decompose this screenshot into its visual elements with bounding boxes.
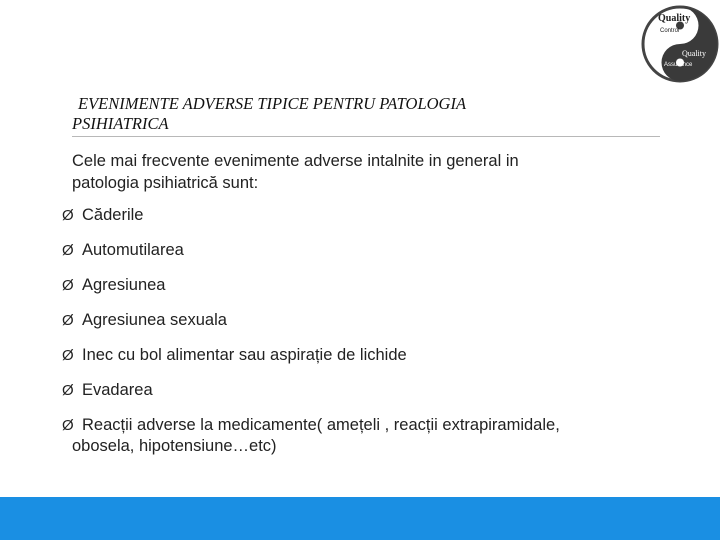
intro-line1: Cele mai frecvente evenimente adverse intalnite in general in	[72, 152, 519, 170]
list-item	[62, 240, 682, 261]
list-item-text: Automutilarea	[82, 241, 184, 259]
intro-text	[72, 150, 632, 194]
list-item	[62, 205, 682, 226]
arrow-bullet-icon: Ø	[62, 277, 74, 294]
logo-text-quality: Quality	[658, 13, 691, 24]
arrow-bullet-icon: Ø	[62, 242, 74, 259]
slide-title-line1: EVENIMENTE ADVERSE TIPICE PENTRU PATOLOGIA	[78, 94, 467, 113]
arrow-bullet-icon: Ø	[62, 382, 74, 399]
logo-text-control: Control	[660, 28, 680, 34]
quality-logo	[640, 4, 720, 90]
title-divider	[72, 136, 660, 137]
arrow-bullet-icon: Ø	[62, 417, 74, 434]
list-item-text: Agresiunea sexuala	[82, 311, 227, 329]
slide-title-line2: PSIHIATRICA	[72, 114, 169, 133]
list-item	[62, 415, 682, 457]
logo-text-quality-2: Quality	[682, 49, 706, 58]
arrow-bullet-icon: Ø	[62, 312, 74, 329]
list-item	[62, 310, 682, 331]
intro-line2: patologia psihiatrică sunt:	[72, 174, 259, 192]
arrow-bullet-icon: Ø	[62, 347, 74, 364]
list-item-text-continued: obosela, hipotensiune…etc)	[72, 437, 277, 455]
list-item	[62, 345, 682, 366]
list-item-text: Evadarea	[82, 381, 153, 399]
list-item	[62, 380, 682, 401]
slide-title	[72, 94, 672, 134]
list-item-text: Căderile	[82, 206, 144, 224]
list-item-text: Agresiunea	[82, 276, 166, 294]
list-item	[62, 275, 682, 296]
footer-bar	[0, 497, 720, 540]
logo-text-assurance: Assurance	[664, 62, 693, 68]
list-item-text: Reacții adverse la medicamente( amețeli , reacții extrapiramidale,	[82, 416, 560, 434]
list-item-text: Inec cu bol alimentar sau aspirație de lichide	[82, 346, 407, 364]
adverse-events-list	[62, 205, 682, 457]
arrow-bullet-icon: Ø	[62, 207, 74, 224]
